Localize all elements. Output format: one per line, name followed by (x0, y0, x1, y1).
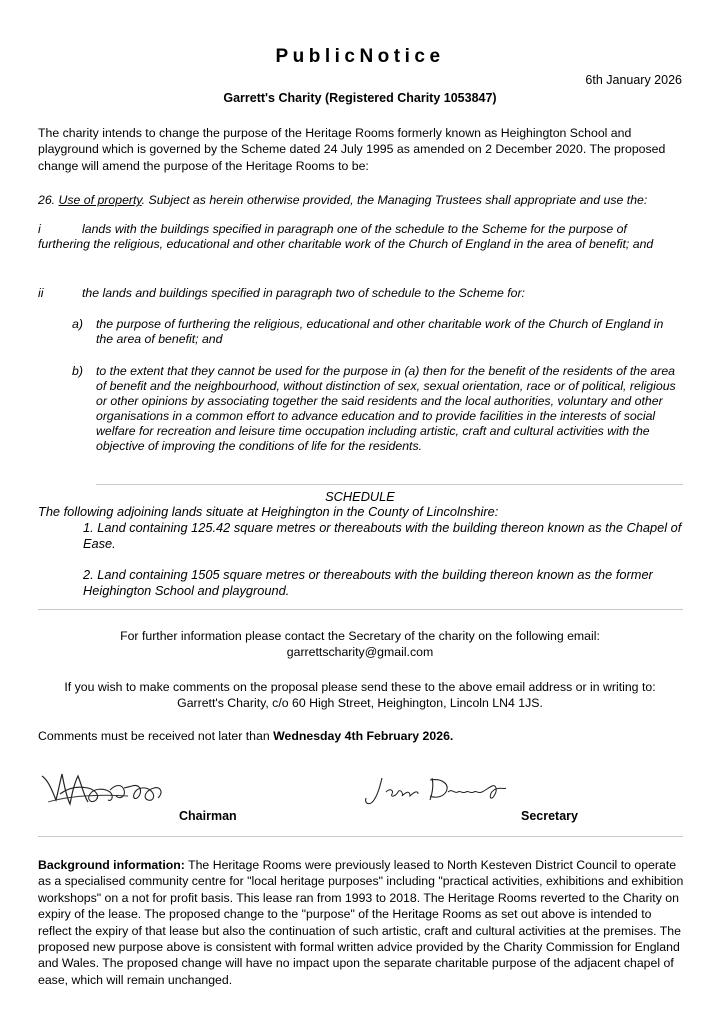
item-ii-text: the lands and buildings specified in paragraph two of schedule to the Scheme for: (82, 286, 525, 300)
chairman-signature (38, 766, 168, 816)
schedule-land-2: 2. Land containing 1505 square metres or thereabouts with the building thereon known as the former Heighington School and playground. (83, 567, 653, 598)
background-text: The Heritage Rooms were previously leased to North Kesteven District Council to operate as a specialised community centre for "local heritage purposes" including "practical activities, exhibitions and exhibition workshops" on a not for profit basis. This lease ran from 1993 to 2018. The Heritage Rooms reverted to the Charity on expiry of the lease. The proposed change to the "purpose" of the Heritage Rooms as set out above is intended to reflect the expiry of that lease but also the continuation of such artistic, craft and cultural activities at the premises. The proposed new purpose above is consistent with formal written advice provided by the Charity Commission for England and Wales. The proposed change will have no impact upon the separate charitable purpose of the adjacent chapel of ease, which will remain unchanged. (38, 858, 684, 987)
item-b-marker: b) (72, 364, 83, 378)
deadline-line (38, 728, 678, 744)
intro-paragraph: The charity intends to change the purpose of the Heritage Rooms formerly known as Heighington School and playground which is governed by the Scheme dated 24 July 1995 as amended on 2 December 2020. The proposed change will amend the purpose of the Heritage Rooms to be: (38, 126, 666, 173)
divider (38, 609, 683, 610)
clause-text: . Subject as herein otherwise provided, the Managing Trustees shall appropriate and use the: (141, 193, 648, 207)
notice-date: 6th January 2026 (585, 73, 682, 87)
item-i-text: lands with the buildings specified in paragraph one of the schedule to the Scheme for the purpose of furthering the religious, educational and other charitable work of the Church of England in the area of benefit; and (38, 222, 654, 251)
schedule-heading: SCHEDULE (325, 489, 395, 504)
postal-address: Garrett's Charity, c/o 60 High Street, Heighington, Lincoln LN4 1JS. (177, 696, 543, 711)
deadline-prefix: Comments must be received not later than (38, 729, 274, 743)
notice-title: PublicNotice (275, 46, 445, 67)
item-b-text: to the extent that they cannot be used for the purpose in (a) then for the benefit of the residents of the area of benefit and the neighbourhood, without distinction of sex, sexual orientation, race or of political, religious or other opinions by associating together the said residents and the local authorities, voluntary and other organisations in a common effort to advance education and to provide facilities in the interests of social welfare for recreation and leisure time occupation including artistic, craft and cultural activities with the objective of improving the conditions of life for the residents. (96, 364, 676, 453)
background-label: Background information: (38, 858, 185, 872)
secretary-label: Secretary (521, 809, 578, 823)
clause-heading: Use of property (58, 193, 142, 207)
clause-26 (38, 193, 688, 208)
divider (38, 836, 683, 837)
contact-line: For further information please contact the Secretary of the charity on the following email: (120, 629, 600, 643)
item-i-marker: i (38, 222, 41, 236)
comments-line: If you wish to make comments on the proposal please send these to the above email address or in writing to: (64, 680, 656, 694)
deadline-date: Wednesday 4th February 2026. (273, 729, 454, 743)
secretary-signature (360, 772, 510, 812)
contact-email: garrettscharity@gmail.com (286, 645, 434, 660)
charity-name-heading: Garrett's Charity (Registered Charity 1053847) (223, 91, 497, 105)
contact-block (0, 628, 720, 661)
chairman-label: Chairman (179, 809, 237, 823)
divider (96, 484, 683, 485)
schedule-land-1: 1. Land containing 125.42 square metres or thereabouts with the building thereon known as the Chapel of Ease. (83, 520, 682, 551)
clause-number: 26. (38, 193, 59, 207)
background-information (38, 857, 686, 988)
comments-block (0, 679, 720, 712)
schedule-intro: The following adjoining lands situate at Heighington in the County of Lincolnshire: (38, 504, 499, 519)
item-ii-marker: ii (38, 286, 44, 300)
item-a-text: the purpose of furthering the religious, educational and other charitable work of the Church of England in the area of benefit; and (96, 317, 664, 346)
item-a-marker: a) (72, 317, 83, 331)
